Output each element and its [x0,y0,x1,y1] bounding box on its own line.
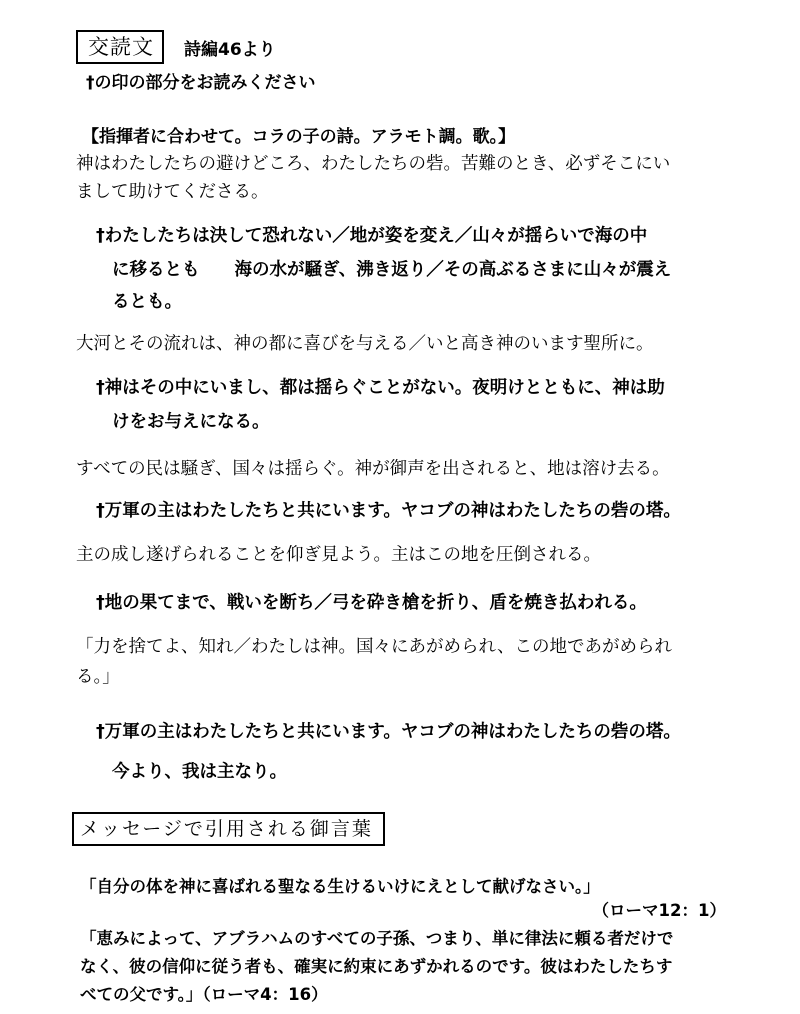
congregation-line: けをお与えになる。 [112,412,270,432]
leader-line: 主の成し遂げられることを仰ぎ見よう。主はこの地を圧倒される。 [76,545,601,565]
header [76,30,276,64]
quote-line: べての父です。」（ローマ4：16） [80,985,328,1004]
leader-line: る。」 [76,667,120,687]
congregation-line: 今より、我は主なり。 [112,762,287,782]
quote-line: 「自分の体を神に喜ばれる聖なる生けるいけにえとして献げなさい。」 [80,877,600,896]
congregation-line: に移るとも 海の水が騒ぎ、沸き返り／その高ぶるさまに山々が震え [112,260,672,280]
leader-line: まして助けてくださる。 [76,182,269,202]
psalm-source: 詩編46より [184,39,276,60]
congregation-line: †神はその中にいまし、都は揺らぐことがない。夜明けとともに、神は助 [96,378,665,398]
congregation-line: †万軍の主はわたしたちと共にいます。ヤコブの神はわたしたちの砦の塔。 [96,722,681,742]
congregation-line: †わたしたちは決して恐れない／地が姿を変え／山々が揺らいで海の中 [96,226,648,246]
quote-reference: （ローマ12：1） [592,901,726,920]
psalm-superscription: 【指揮者に合わせて。コラの子の詩。アラモト調。歌。】 [82,127,516,147]
quoted-scripture-title: メッセージで引用される御言葉 [72,812,385,846]
congregation-line: †地の果てまで、戦いを断ち／弓を砕き槍を折り、盾を焼き払われる。 [96,593,647,613]
leader-line: 神はわたしたちの避けどころ、わたしたちの砦。苦難のとき、必ずそこにい [76,154,671,174]
congregation-line: †万軍の主はわたしたちと共にいます。ヤコブの神はわたしたちの砦の塔。 [96,501,681,521]
reading-instruction: †の印の部分をお読みください [86,73,316,93]
quote-line: 「恵みによって、アブラハムのすべての子孫、つまり、単に律法に頼る者だけで [80,929,674,948]
responsive-reading-title: 交読文 [76,30,164,64]
leader-line: 「力を捨てよ、知れ／わたしは神。国々にあがめられ、この地であがめられ [76,637,673,657]
quote-line: なく、彼の信仰に従う者も、確実に約束にあずかれるのです。彼はわたしたちす [80,957,673,976]
leader-line: すべての民は騒ぎ、国々は揺らぐ。神が御声を出されると、地は溶け去る。 [76,459,670,479]
congregation-line: るとも。 [112,292,182,312]
leader-line: 大河とその流れは、神の都に喜びを与える／いと高き神のいます聖所に。 [76,334,654,354]
